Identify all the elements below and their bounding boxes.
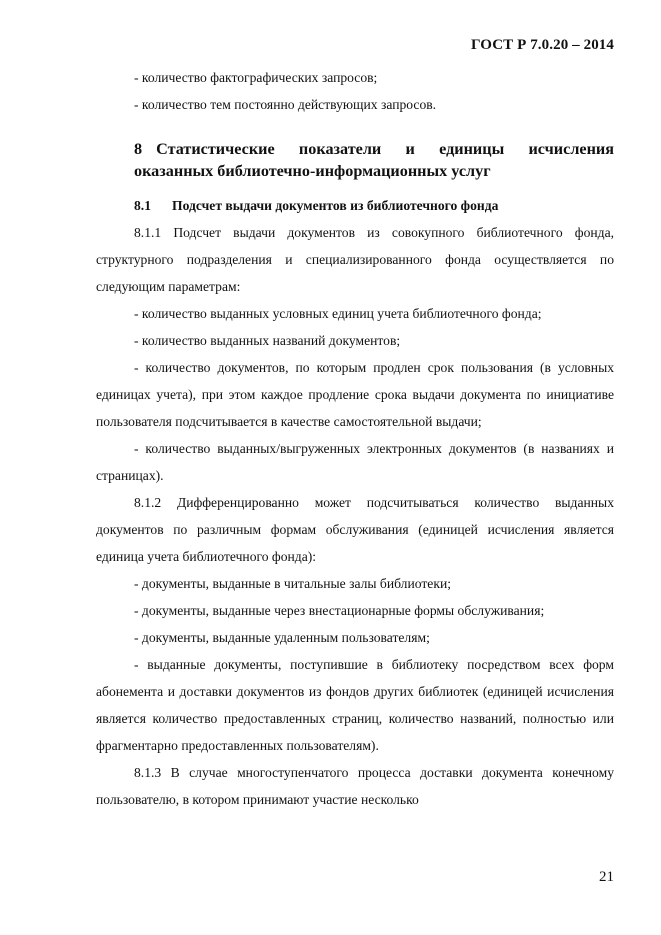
paragraph-8-1-1: 8.1.1 Подсчет выдачи документов из совокупного библиотечного фонда, структурного подразделения и специализированного фонда осуществляется по следующим параметрам:	[96, 225, 614, 294]
section-number: 8	[134, 140, 143, 158]
page-number: 21	[599, 869, 614, 885]
list-item: - документы, выданные в читальные залы библиотеки;	[134, 576, 451, 591]
list-item: - выданные документы, поступившие в библиотеку посредством всех форм абонемента и доставки документов из фондов других библиотек (единицей исчисления является количество предоставленных страниц, количество названий, полностью или фрагментарно предоставленных пользователям).	[96, 657, 614, 753]
list-item: - документы, выданные удаленным пользователям;	[134, 630, 430, 645]
list-item: - количество документов, по которым продлен срок пользования (в условных единицах учета), при этом каждое продление срока выдачи документа по инициативе пользователя подсчитывается в качестве самостоятельной выдачи;	[96, 360, 614, 429]
list-item: - количество выданных условных единиц учета библиотечного фонда;	[134, 306, 542, 321]
section-heading	[96, 138, 614, 182]
list-item: - документы, выданные через внестационарные формы обслуживания;	[134, 603, 545, 618]
paragraph-8-1-2: 8.1.2 Дифференцированно может подсчитываться количество выданных документов по различным формам обслуживания (единицей исчисления является единица учета библиотечного фонда):	[96, 495, 614, 564]
subsection-heading	[96, 192, 614, 219]
list-item: - количество фактографических запросов;	[134, 70, 378, 85]
paragraph-8-1-3: 8.1.3 В случае многоступенчатого процесса доставки документа конечному пользователю, в котором принимают участие несколько	[96, 765, 614, 807]
list-item: - количество тем постоянно действующих запросов.	[134, 97, 437, 112]
section-title: Статистические показатели и единицы исчисления оказанных библиотечно-информационных услуг	[134, 140, 614, 180]
list-item: - количество выданных названий документов;	[134, 333, 401, 348]
list-item: - количество выданных/выгруженных электронных документов (в названиях и страницах).	[96, 441, 614, 483]
page-body	[96, 64, 614, 813]
subsection-number: 8.1	[134, 198, 151, 213]
subsection-title: Подсчет выдачи документов из библиотечного фонда	[172, 198, 499, 213]
standard-header: ГОСТ Р 7.0.20 – 2014	[470, 37, 614, 53]
